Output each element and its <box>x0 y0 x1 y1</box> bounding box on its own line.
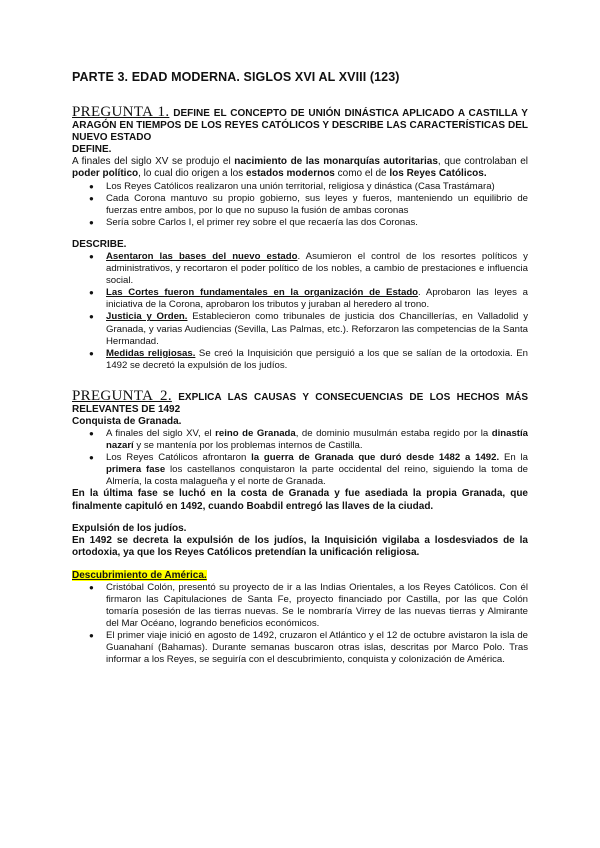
expulsion-label: Expulsión de los judíos. <box>72 522 187 534</box>
item-heading: Asentaron las bases del nuevo estado <box>106 250 298 262</box>
intro-bold: los Reyes Católicos. <box>389 168 487 180</box>
question-2-text: EXPLICA LAS CAUSAS Y CONSECUENCIAS DE LOS HECHOS MÁS RELEVANTES DE 1492 <box>72 391 528 415</box>
list-item: ● Sería sobre Carlos I, el primer rey sobre el que recaería las dos Coronas. <box>106 217 528 229</box>
america-label <box>72 570 528 582</box>
granada-list <box>72 428 528 488</box>
item-heading: Medidas religiosas. <box>106 347 196 359</box>
question-2-number: PREGUNTA 2. <box>72 387 172 404</box>
intro-text: como el de <box>334 168 390 180</box>
item-text: . Aprobaron las leyes a iniciativa de la Corona, aprobaron los tributos y juraban al heredero al trono. <box>106 287 528 311</box>
intro-bold: poder político <box>72 168 139 180</box>
item-bold: primera fase <box>106 464 166 476</box>
define-intro <box>72 156 528 181</box>
intro-text: A finales del siglo XV se produjo el <box>72 156 235 167</box>
item-text: . Asumieron el control de los resortes políticos y administrativos, y recortaron el poder político de los nobles, a cambio de prestaciones e influencia social. <box>106 250 528 287</box>
item-heading: Justicia y Orden. <box>106 311 188 323</box>
list-item <box>106 311 528 347</box>
describe-list <box>72 251 528 372</box>
spacer <box>72 513 528 523</box>
describe-label: DESCRIBE. <box>72 238 127 250</box>
item-text: En la <box>499 452 528 464</box>
list-item <box>106 251 528 287</box>
define-list <box>72 181 528 229</box>
document-title: PARTE 3. EDAD MODERNA. SIGLOS XVI AL XVIII (123) <box>72 70 400 84</box>
list-item: ● El primer viaje inició en agosto de 1492, cruzaron el Atlántico y el 12 de octubre avistaron la isla de Guanahaní (Bahamas). Durante semanas buscaron otras islas, descritas por Marco Polo. Tras informar a los Reyes, se seguiría con el descubrimiento, conquista y colonización de América. <box>106 630 528 666</box>
list-item <box>106 287 528 311</box>
item-bold: reino de Granada <box>215 427 296 439</box>
list-item <box>106 428 528 452</box>
list-item: ● Los Reyes Católicos realizaron una unión territorial, religiosa y dinástica (Casa Trastámara) <box>106 181 528 193</box>
list-item <box>106 348 528 372</box>
item-text: Establecieron como tribunales de justicia dos Chancillerías, en Valladolid y Granada, y varias Audiencias (Sevilla, Las Palmas, etc.). Reforzaron las competencias de la Santa Hermandad. <box>106 311 528 347</box>
question-2-heading <box>72 387 528 416</box>
list-item: ● Cada Corona mantuvo su propio gobierno, sus leyes y fueros, manteniendo un equilibrio de fuerzas entre ambos, por lo que no supuso la fusión de ambas coronas <box>106 193 528 217</box>
question-1-text: DEFINE EL CONCEPTO DE UNIÓN DINÁSTICA APLICADO A CASTILLA Y ARAGÓN EN TIEMPOS DE LOS REYES CATÓLICOS Y DESCRIBE LAS CARACTERÍSTICAS DEL NUEVO ESTADO <box>72 108 528 143</box>
item-bold: la guerra de Granada que duró desde 1482 a 1492. <box>251 452 500 464</box>
intro-bold: nacimiento de las monarquías autoritarias <box>234 156 438 167</box>
document-page <box>72 70 528 666</box>
highlighted-heading: Descubrimiento de América. <box>72 569 207 581</box>
item-bold: dinastía nazarí <box>106 427 528 451</box>
spacer <box>72 229 528 239</box>
item-heading: Las Cortes fueron fundamentales en la organización de Estado <box>106 287 419 299</box>
item-text: Los Reyes Católicos afrontaron <box>106 452 252 464</box>
granada-conclusion: En la última fase se luchó en la costa de Granada y fue asediada la propia Granada, que finalmente capituló en 1492, cuando Boabdil entregó las llaves de la ciudad. <box>72 488 528 512</box>
intro-text: , lo cual dio origen a los <box>138 168 246 180</box>
granada-label: Conquista de Granada. <box>72 415 182 427</box>
item-text: Se creó la Inquisición que persiguió a los que se salían de la ortodoxia. En 1492 se decretó la expulsión de los judíos. <box>106 347 528 371</box>
intro-bold: estados modernos <box>245 168 335 180</box>
list-item <box>106 452 528 488</box>
question-1-heading <box>72 106 528 144</box>
america-list <box>72 582 528 667</box>
item-text: , de dominio musulmán estaba regido por la <box>295 427 492 439</box>
define-label: DEFINE. <box>72 144 112 155</box>
spacer <box>72 560 528 570</box>
expulsion-text: En 1492 se decreta la expulsión de los judíos, la Inquisición vigilaba a losdesviados de la ortodoxia, ya que los Reyes Católicos pretendían la unificación religiosa. <box>72 534 528 559</box>
item-text: A finales del siglo XV, el <box>106 427 216 439</box>
item-text: y se mantenía por los problemas internos de Castilla. <box>133 440 363 451</box>
intro-text: , que controlaban el <box>437 156 528 167</box>
list-item: ● Cristóbal Colón, presentó su proyecto de ir a las Indias Orientales, a los Reyes Católicos. Con él firmaron las Capitulaciones de Santa Fe, proyecto financiado por Castilla, por las que Colón tomaría posesión de las tierras nuevas. Se le nombraría Virrey de las nuevas tierras y Almirante del Mar Océano, logrando beneficios económicos. <box>106 582 528 630</box>
question-1-number: PREGUNTA 1. <box>72 104 170 120</box>
item-text: los castellanos conquistaron la parte occidental del reino, siguiendo la toma de Almería, la costa malagueña y el norte de Granada. <box>106 464 529 488</box>
